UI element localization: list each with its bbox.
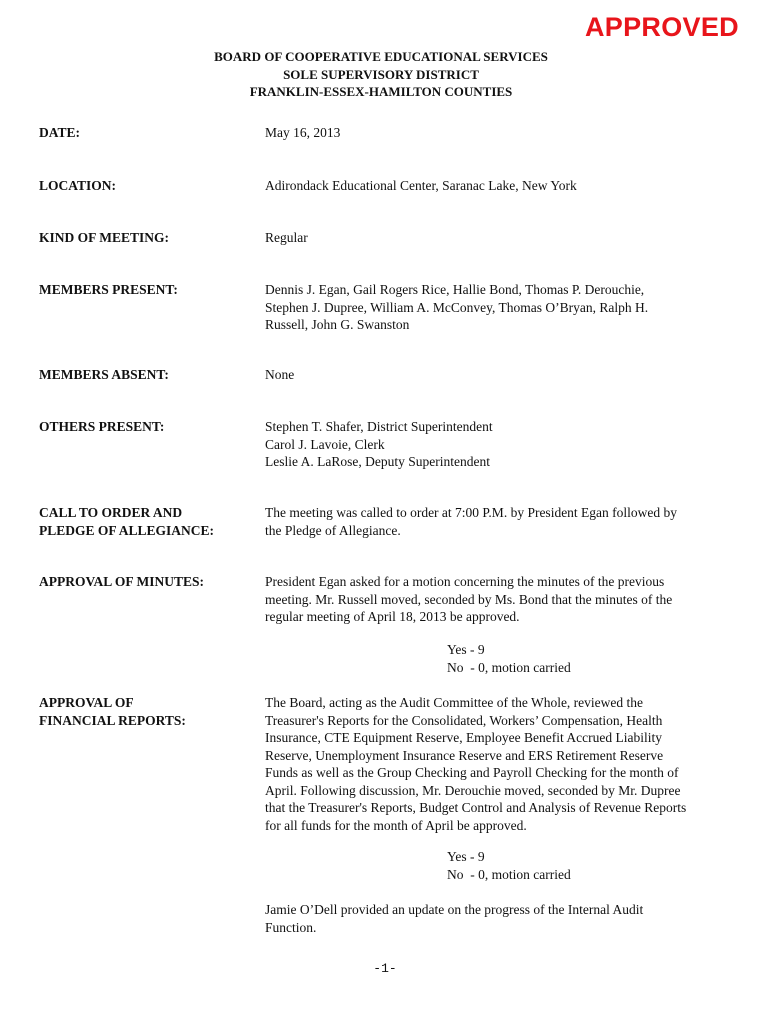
- members-absent-label: MEMBERS ABSENT:: [39, 367, 169, 382]
- approval-of-minutes-line: regular meeting of April 18, 2013 be approved.: [265, 609, 520, 624]
- financial-vote: [447, 848, 571, 883]
- approval-of-financial-reports-text: [265, 694, 727, 834]
- financial-label-line: APPROVAL OF: [39, 695, 134, 710]
- others-present-value: [265, 418, 727, 471]
- financial-line: Insurance, CTE Equipment Reserve, Employee Benefit Accrued Liability: [265, 730, 662, 745]
- page-number: -1-: [373, 961, 397, 976]
- vote-yes: Yes - 9: [447, 849, 485, 864]
- others-present-line: Carol J. Lavoie, Clerk: [265, 436, 385, 452]
- call-to-order-line: The meeting was called to order at 7:00 P.M. by President Egan followed by: [265, 505, 678, 520]
- members-absent-value: None: [265, 367, 295, 382]
- internal-audit-text: [265, 901, 727, 936]
- approval-of-financial-reports-label: [39, 694, 259, 729]
- financial-label-line: FINANCIAL REPORTS:: [39, 712, 186, 728]
- internal-audit-line: Function.: [265, 919, 317, 935]
- financial-line: April. Following discussion, Mr. Derouchie moved, seconded by Mr. Dupree: [265, 782, 681, 798]
- others-present-label: OTHERS PRESENT:: [39, 419, 165, 434]
- internal-audit-line: Jamie O’Dell provided an update on the progress of the Internal Audit: [265, 902, 644, 917]
- header-line-1: BOARD OF COOPERATIVE EDUCATIONAL SERVICES: [214, 49, 548, 64]
- members-present-line: Russell, John G. Swanston: [265, 317, 410, 332]
- call-to-order-label: [39, 504, 259, 539]
- header-line-2: SOLE SUPERVISORY DISTRICT: [283, 66, 479, 82]
- approval-of-minutes-label: APPROVAL OF MINUTES:: [39, 574, 205, 589]
- approval-of-minutes-line: President Egan asked for a motion concerning the minutes of the previous: [265, 574, 665, 589]
- approval-of-minutes-text: [265, 573, 727, 626]
- members-present-value: [265, 281, 727, 334]
- header-line-3: FRANKLIN-ESSEX-HAMILTON COUNTIES: [249, 84, 513, 99]
- minutes-vote: [447, 641, 571, 676]
- financial-line: that the Treasurer's Reports, Budget Control and Analysis of Revenue Reports: [265, 800, 687, 815]
- approved-stamp: APPROVED: [585, 12, 739, 42]
- call-to-order-label-line: CALL TO ORDER AND: [39, 505, 183, 520]
- document-header: [0, 48, 762, 101]
- financial-line: for all funds for the month of April be approved.: [265, 817, 527, 833]
- others-present-line: Stephen T. Shafer, District Superintendent: [265, 419, 493, 434]
- members-present-label: MEMBERS PRESENT:: [39, 282, 178, 297]
- kind-of-meeting-label: KIND OF MEETING:: [39, 230, 170, 245]
- call-to-order-line: the Pledge of Allegiance.: [265, 522, 401, 538]
- call-to-order-text: [265, 504, 727, 539]
- members-present-line: Stephen J. Dupree, William A. McConvey, Thomas O’Bryan, Ralph H.: [265, 299, 649, 315]
- date-value: May 16, 2013: [265, 125, 341, 140]
- vote-yes: Yes - 9: [447, 642, 485, 657]
- others-present-line: Leslie A. LaRose, Deputy Superintendent: [265, 454, 490, 469]
- location-value: Adirondack Educational Center, Saranac Lake, New York: [265, 178, 577, 193]
- kind-of-meeting-value: Regular: [265, 230, 308, 245]
- date-label: DATE:: [39, 125, 81, 140]
- approval-of-minutes-line: meeting. Mr. Russell moved, seconded by Ms. Bond that the minutes of the: [265, 591, 673, 607]
- financial-line: Treasurer's Reports for the Consolidated, Workers’ Compensation, Health: [265, 712, 663, 728]
- financial-line: Reserve, Unemployment Insurance Reserve and ERS Retirement Reserve: [265, 747, 664, 763]
- members-present-line: Dennis J. Egan, Gail Rogers Rice, Hallie Bond, Thomas P. Derouchie,: [265, 282, 645, 297]
- financial-line: The Board, acting as the Audit Committee of the Whole, reviewed the: [265, 695, 644, 710]
- location-label: LOCATION:: [39, 178, 117, 193]
- financial-line: Funds as well as the Group Checking and Payroll Checking for the month of: [265, 765, 679, 780]
- vote-no: No - 0, motion carried: [447, 866, 571, 882]
- call-to-order-label-line: PLEDGE OF ALLEGIANCE:: [39, 522, 215, 538]
- vote-no: No - 0, motion carried: [447, 659, 571, 675]
